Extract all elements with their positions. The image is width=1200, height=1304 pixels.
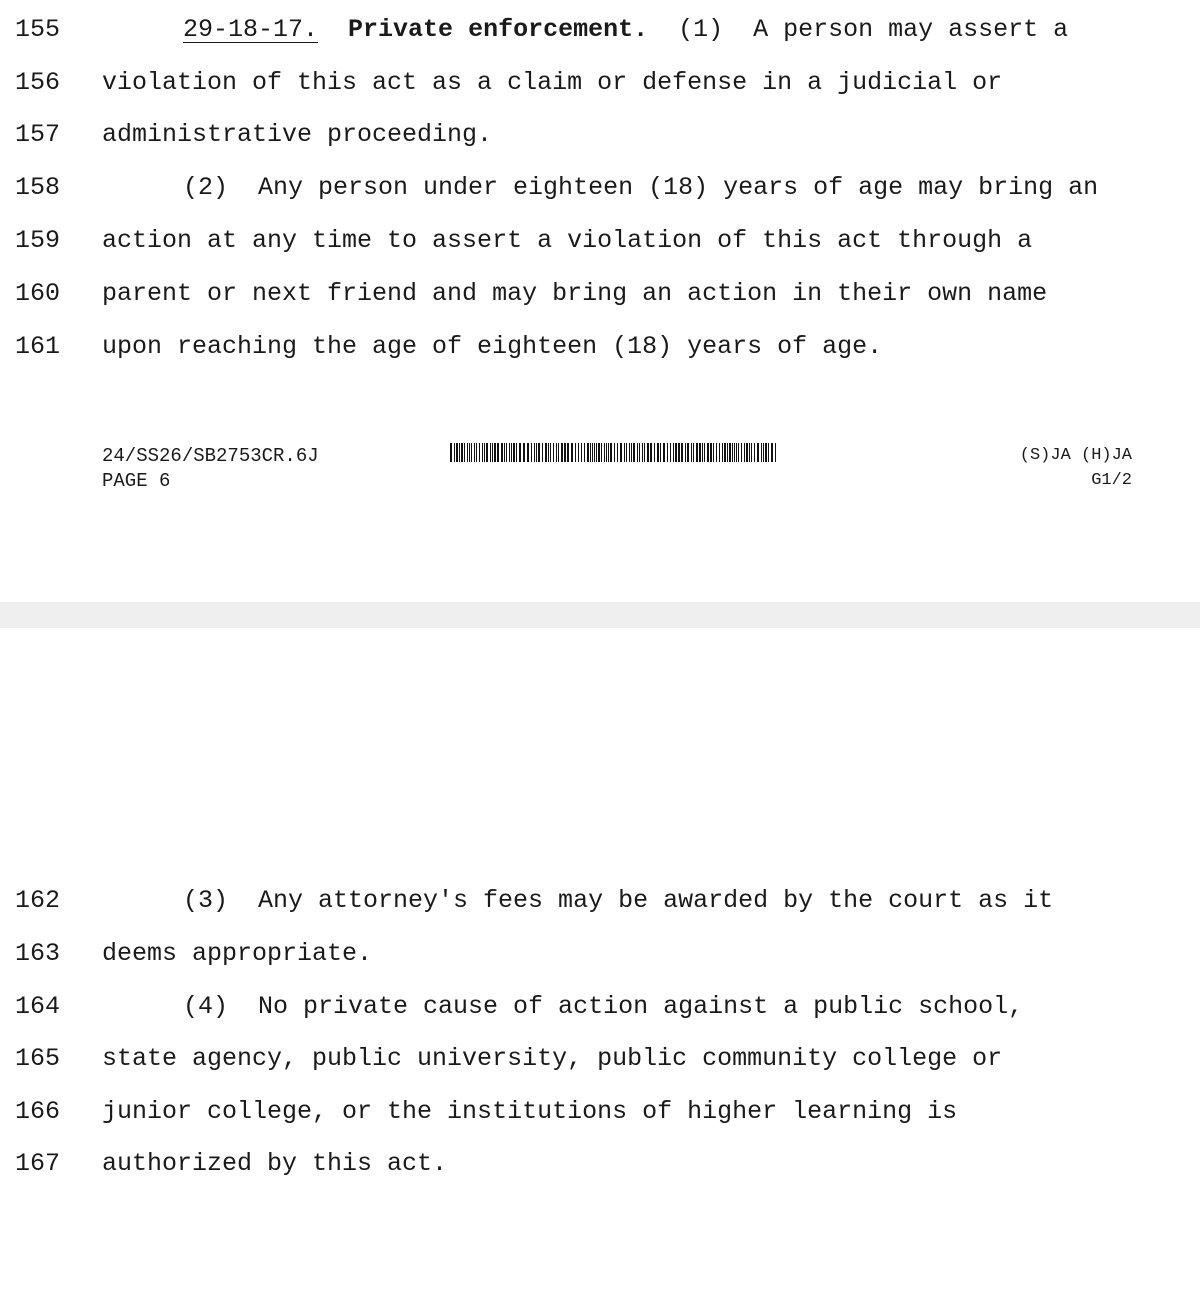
document-line — [0, 987, 1200, 1027]
line-text: (2) Any person under eighteen (18) years of age may bring an — [183, 173, 1099, 202]
document-page-top — [0, 0, 1200, 602]
line-text: (4) No private cause of action against a public school, — [183, 992, 1024, 1021]
page-separator — [0, 602, 1200, 628]
document-line — [0, 10, 1200, 50]
document-line — [0, 221, 1200, 261]
line-text: junior college, or the institutions of higher learning is — [102, 1097, 958, 1126]
document-line — [0, 934, 1200, 974]
line-number: 167 — [15, 1149, 61, 1178]
document-line — [0, 1039, 1200, 1079]
line-content: (1) A person may assert a — [678, 15, 1069, 44]
line-number: 159 — [15, 226, 61, 255]
footer-page-label: PAGE 6 — [102, 470, 171, 492]
line-number: 166 — [15, 1097, 61, 1126]
line-number: 164 — [15, 992, 61, 1021]
line-text: (3) Any attorney's fees may be awarded by the court as it — [183, 886, 1054, 915]
document-line — [0, 881, 1200, 921]
line-number: 157 — [15, 120, 61, 149]
line-number: 161 — [15, 332, 61, 361]
footer-initials: (S)JA (H)JA — [1019, 446, 1132, 465]
document-line — [0, 168, 1200, 208]
line-number: 160 — [15, 279, 61, 308]
line-text: violation of this act as a claim or defense in a judicial or — [102, 68, 1003, 97]
line-text — [183, 10, 1068, 50]
line-number: 162 — [15, 886, 61, 915]
document-line — [0, 63, 1200, 103]
document-line — [0, 274, 1200, 314]
document-line — [0, 115, 1200, 155]
document-line — [0, 1144, 1200, 1184]
line-number: 155 — [15, 15, 61, 44]
line-text: administrative proceeding. — [102, 120, 493, 149]
line-text: authorized by this act. — [102, 1149, 448, 1178]
section-number: 29-18-17. — [183, 15, 319, 44]
footer-code: G1/2 — [1091, 471, 1132, 490]
barcode-image — [450, 443, 776, 462]
document-line — [0, 327, 1200, 367]
section-title: Private enforcement. — [348, 15, 649, 44]
line-text: state agency, public university, public community college or — [102, 1044, 1003, 1073]
line-text: deems appropriate. — [102, 939, 373, 968]
document-page-bottom — [0, 628, 1200, 1193]
line-text: action at any time to assert a violation of this act through a — [102, 226, 1033, 255]
line-number: 156 — [15, 68, 61, 97]
line-number: 163 — [15, 939, 61, 968]
line-text: parent or next friend and may bring an action in their own name — [102, 279, 1048, 308]
document-line — [0, 1092, 1200, 1132]
line-text: upon reaching the age of eighteen (18) years of age. — [102, 332, 883, 361]
line-number: 158 — [15, 173, 61, 202]
line-number: 165 — [15, 1044, 61, 1073]
footer-doc-id: 24/SS26/SB2753CR.6J — [102, 445, 319, 467]
